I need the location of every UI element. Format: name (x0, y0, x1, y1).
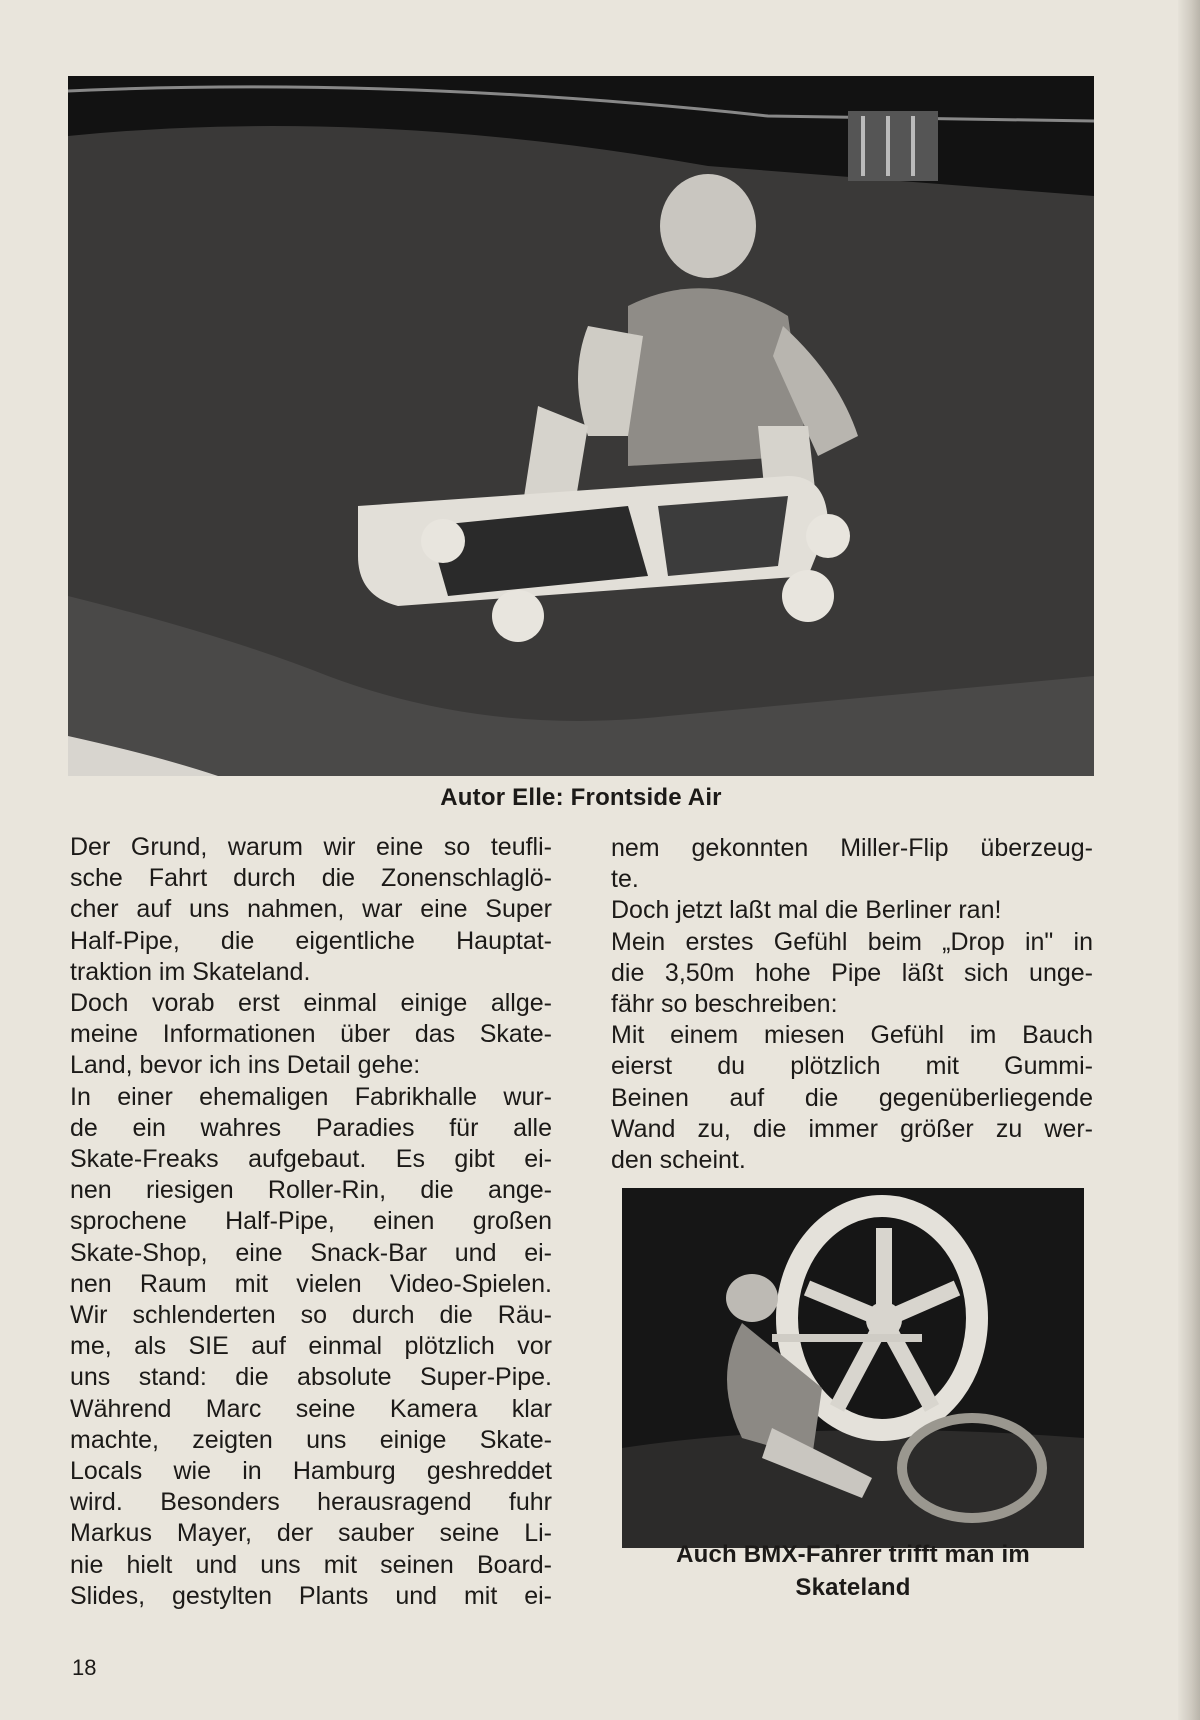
text-line: Land, bevor ich ins Detail gehe: (70, 1051, 421, 1080)
text-line: Der Grund, warum wir eine so teufli- (70, 833, 552, 861)
text-line: nen riesigen Roller-Rin, die ange- (70, 1176, 552, 1205)
bmx-caption-line-1: Auch BMX-Fahrer trifft man im (676, 1541, 1030, 1568)
text-line: meine Informationen über das Skate- (70, 1020, 552, 1049)
text-line: sprochene Half-Pipe, einen großen (70, 1207, 552, 1236)
text-line: den scheint. (611, 1146, 746, 1175)
text-line: de ein wahres Paradies für alle (70, 1113, 552, 1142)
text-line: me, als SIE auf einmal plötzlich vor (70, 1332, 552, 1361)
text-line: nie hielt und uns mit seinen Board- (70, 1550, 552, 1579)
text-line: Doch jetzt laßt mal die Berliner ran! (611, 896, 1002, 925)
text-line: machte, zeigten uns einige Skate- (70, 1425, 552, 1454)
text-line: Skate-Freaks aufgebaut. Es gibt ei- (70, 1145, 552, 1174)
text-line: Mein erstes Gefühl beim „Drop in" in (611, 927, 1093, 956)
text-line: Wand zu, die immer größer zu wer- (611, 1114, 1093, 1143)
text-line: Half-Pipe, die eigentliche Hauptat- (70, 926, 552, 955)
text-line: Während Marc seine Kamera klar (70, 1394, 552, 1423)
page-number: 18 (72, 1655, 97, 1680)
skateboarder-photo (68, 76, 1094, 776)
text-line: nen Raum mit vielen Video-Spielen. (70, 1269, 552, 1298)
article-right-column (611, 833, 1093, 1176)
text-line: Slides, gestylten Plants und mit ei- (70, 1581, 552, 1610)
main-photo-caption: Autor Elle: Frontside Air (440, 784, 722, 811)
text-line: Locals wie in Hamburg geshreddet (70, 1457, 552, 1486)
text-line: sche Fahrt durch die Zonenschlaglö- (70, 864, 552, 893)
text-line: Wir schlenderten so durch die Räu- (70, 1301, 552, 1330)
bmx-rider-photo (622, 1188, 1084, 1548)
text-line: fähr so beschreiben: (611, 990, 838, 1019)
text-line: wird. Besonders herausragend fuhr (70, 1488, 552, 1517)
text-line: uns stand: die absolute Super-Pipe. (70, 1363, 552, 1392)
text-line: te. (611, 865, 639, 894)
text-line: traktion im Skateland. (70, 957, 311, 986)
bmx-caption-line-2: Skateland (795, 1574, 911, 1601)
text-line: Mit einem miesen Gefühl im Bauch (611, 1021, 1093, 1050)
text-line: die 3,50m hohe Pipe läßt sich unge- (611, 958, 1093, 987)
text-line: In einer ehemaligen Fabrikhalle wur- (70, 1082, 552, 1111)
text-line: Doch vorab erst einmal einige allge- (70, 989, 552, 1018)
article-left-column (70, 832, 552, 1612)
text-line: eierst du plötzlich mit Gummi- (611, 1052, 1093, 1081)
text-line: nem gekonnten Miller-Flip überzeug- (611, 834, 1093, 862)
text-line: Beinen auf die gegenüberliegende (611, 1083, 1093, 1112)
page-edge (1178, 0, 1200, 1720)
text-line: Skate-Shop, eine Snack-Bar und ei- (70, 1238, 552, 1267)
text-line: cher auf uns nahmen, war eine Super (70, 895, 552, 924)
bmx-photo-caption (610, 1538, 1096, 1604)
text-line: Markus Mayer, der sauber seine Li- (70, 1519, 552, 1548)
